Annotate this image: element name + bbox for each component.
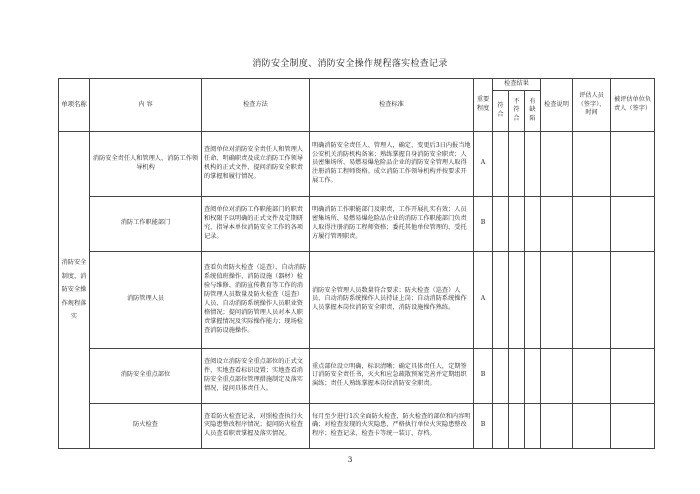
row-importance: A [474, 251, 493, 348]
cell-evaluator[interactable] [573, 196, 611, 251]
row-method: 查阅单位对消防安全责任人和管理人任命、明确职责及成立消防工作领导机构的正式文件，提问消防安全职责的掌握和履行情况。 [202, 131, 310, 196]
cell-noncompliant[interactable] [509, 251, 525, 348]
table-row [59, 131, 655, 196]
header-noncompliant: 不符合 [509, 90, 525, 131]
cell-evaluated[interactable] [611, 196, 655, 251]
cell-explanation[interactable] [541, 131, 573, 196]
table-row [59, 403, 655, 448]
cell-noncompliant[interactable] [509, 348, 525, 403]
row-standard: 明确消防安全责任人、管理人，确定、变更后3日内报当地公安机关消防机构备案；熟练掌握自身消防安全职责；人员密集场所、易燃易爆危险品企业的消防安全管理人取得注册消防工程师资格。成立消防工作领导机构并按要求开展工作。 [310, 131, 474, 196]
row-content: 防火检查 [90, 403, 202, 448]
row-method: 查看防火检查记录，对照检查执行火灾隐患整改程序情况；提问防火检查人员查看职责掌握及落实情况。 [202, 403, 310, 448]
header-evaluator: 评估人员（签字）、时间 [573, 79, 611, 132]
cell-defect[interactable] [525, 131, 541, 196]
cell-compliant[interactable] [493, 403, 509, 448]
row-content: 消防安全责任人和管理人、消防工作领导机构 [90, 131, 202, 196]
row-importance: A [474, 131, 493, 196]
cell-evaluator[interactable] [573, 348, 611, 403]
row-method: 查阅单位对消防工作职能部门的职责和权限予以明确的正式文件及定期研究、指导本单位消防安全工作的各项记录。 [202, 196, 310, 251]
row-importance: B [474, 196, 493, 251]
header-explanation: 检查说明 [541, 79, 573, 132]
cell-explanation[interactable] [541, 251, 573, 348]
row-standard: 每月至少进行1次全面防火检查，防火检查的部位和内容明确；对检查发现的火灾隐患，严格执行单位火灾隐患整改程序；检查记录、检查卡等统一装订、存档。 [310, 403, 474, 448]
table-row [59, 196, 655, 251]
cell-explanation[interactable] [541, 196, 573, 251]
row-standard: 消防安全管理人员数量符合要求；防火检查（巡查）人员、自动消防系统操作人员持证上岗；自动消防系统操作人员掌握本岗位消防安全职责，消防设施操作熟练。 [310, 251, 474, 348]
cell-evaluated[interactable] [611, 251, 655, 348]
cell-evaluator[interactable] [573, 251, 611, 348]
header-method: 检查方法 [202, 79, 310, 132]
document-title: 消防安全制度、消防安全操作规程落实检查记录 [252, 59, 448, 69]
header-compliant: 符合 [493, 90, 509, 131]
header-importance: 重要程度 [474, 79, 493, 132]
row-method: 查看负责防火检查（巡查）、自动消防系统值班操作、消防设施（器材）检验与维修、消防宣传教育等工作的消防管理人员数量及防火检查（巡查）人员、自动消防系统操作人员职业资格情况；提问消防管理人员对本人职责掌握情况及实际操作能力；现场检查消防设施操作。 [202, 251, 310, 348]
cell-explanation[interactable] [541, 403, 573, 448]
header-unit-name: 单项名称 [59, 79, 90, 132]
inspection-record-table [58, 78, 655, 449]
header-defect: 有缺陷 [525, 90, 541, 131]
table-row [59, 348, 655, 403]
cell-evaluator[interactable] [573, 131, 611, 196]
cell-noncompliant[interactable] [509, 196, 525, 251]
row-standard: 重点部位设立明确，标识清晰；确定具体责任人，定期签订消防安全责任书，灭火和应急疏散预案完善并定期组织演练；责任人熟练掌握本岗位消防安全职责。 [310, 348, 474, 403]
cell-compliant[interactable] [493, 251, 509, 348]
table-row [59, 251, 655, 348]
cell-explanation[interactable] [541, 348, 573, 403]
header-evaluated: 被评估单位负责人（签字） [611, 79, 655, 132]
cell-defect[interactable] [525, 348, 541, 403]
header-content: 内 容 [90, 79, 202, 132]
cell-evaluated[interactable] [611, 131, 655, 196]
header-standard: 检查标准 [310, 79, 474, 132]
group-label: 消防安全制度、消防安全操作规程落实 [59, 131, 90, 448]
row-content: 消防安全重点部位 [90, 348, 202, 403]
row-importance: B [474, 403, 493, 448]
row-importance: B [474, 348, 493, 403]
cell-defect[interactable] [525, 196, 541, 251]
cell-compliant[interactable] [493, 348, 509, 403]
cell-compliant[interactable] [493, 131, 509, 196]
row-content: 消防管理人员 [90, 251, 202, 348]
cell-defect[interactable] [525, 251, 541, 348]
cell-evaluated[interactable] [611, 403, 655, 448]
page-number: 3 [347, 455, 353, 464]
cell-defect[interactable] [525, 403, 541, 448]
cell-noncompliant[interactable] [509, 131, 525, 196]
row-method: 查阅设立消防安全重点部位的正式文件，实地查看标识设置；实地查看消防安全重点部位管理措施制定及落实情况，提问具体责任人。 [202, 348, 310, 403]
row-content: 消防工作职能部门 [90, 196, 202, 251]
header-result-group: 检查结果 [493, 79, 541, 91]
cell-evaluated[interactable] [611, 348, 655, 403]
row-standard: 明确消防工作职能部门及职责，工作开展扎实有效；人员密集场所、易燃易爆危险品企业的消防工作职能部门负责人取得注册消防工程师资格；委托其他单位管理的，受托方履行管理职责。 [310, 196, 474, 251]
cell-noncompliant[interactable] [509, 403, 525, 448]
cell-compliant[interactable] [493, 196, 509, 251]
cell-evaluator[interactable] [573, 403, 611, 448]
